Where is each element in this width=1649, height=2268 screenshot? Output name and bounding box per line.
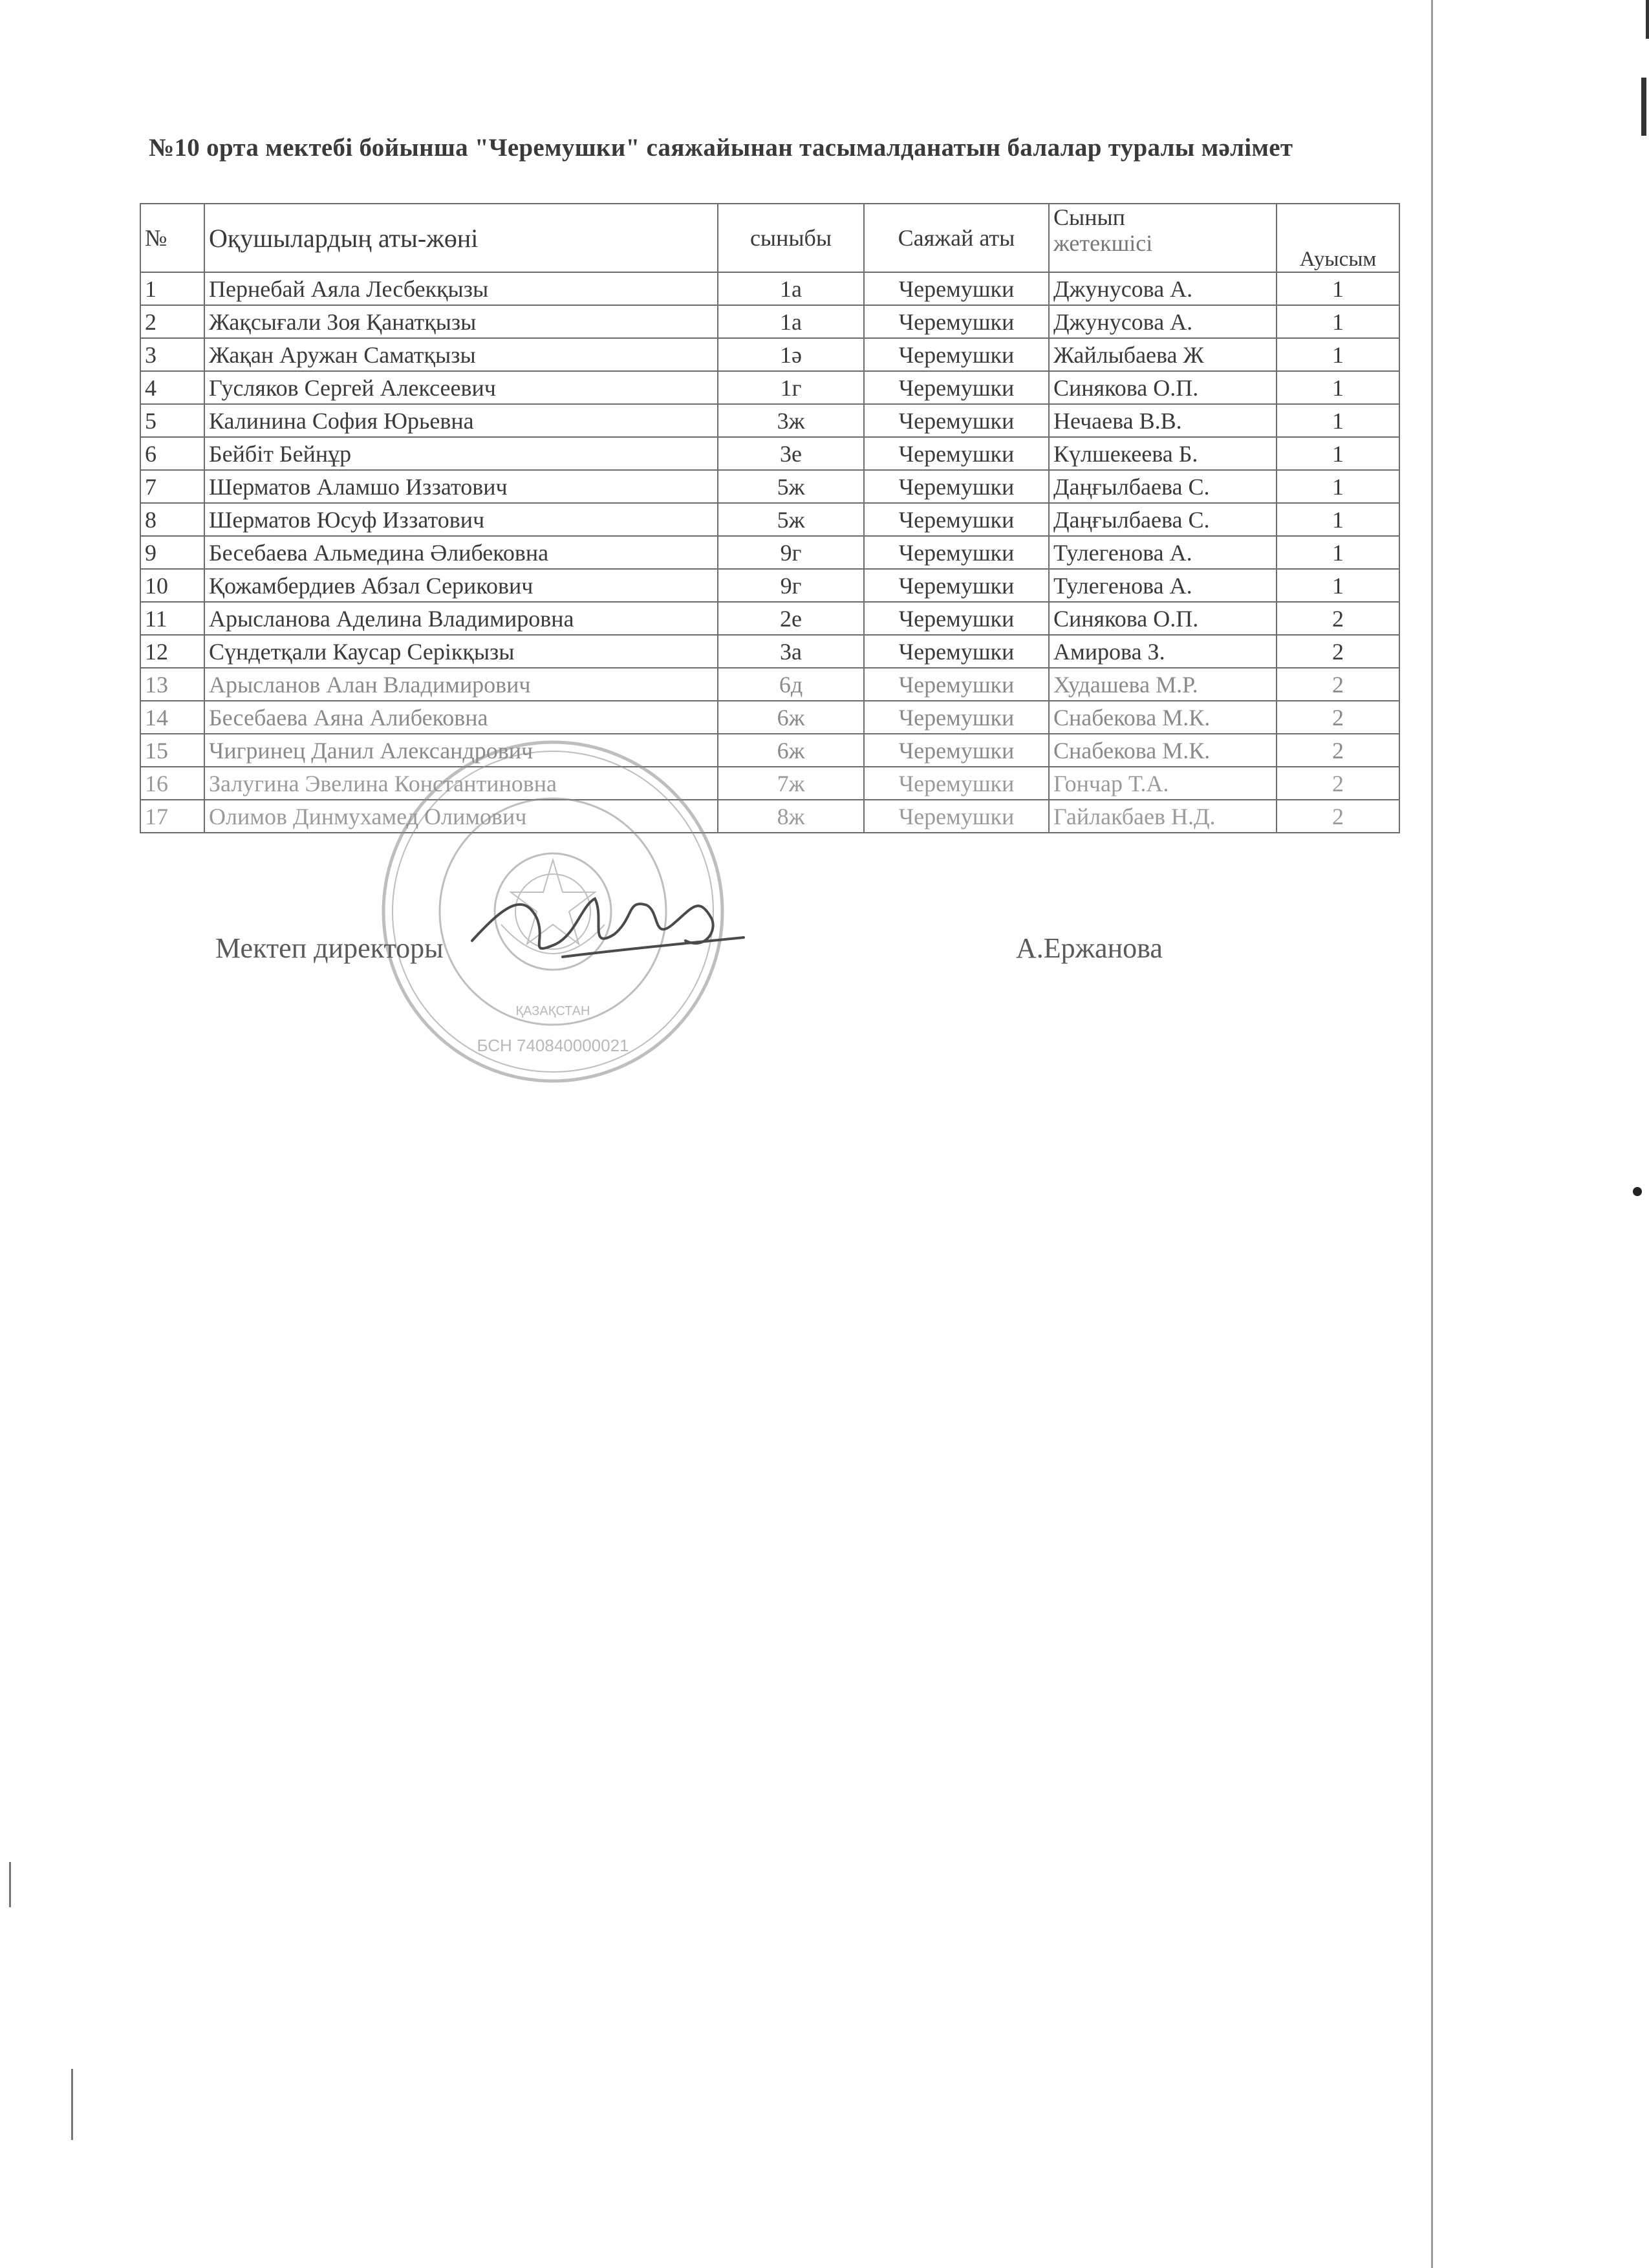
table-row <box>140 371 1399 404</box>
cell-teacher: Гайлакбаев Н.Д. <box>1049 800 1277 833</box>
table-row <box>140 338 1399 371</box>
cell-teacher: Тулегенова А. <box>1049 569 1277 602</box>
cell-class: 6ж <box>718 734 864 767</box>
table-row <box>140 800 1399 833</box>
cell-num: 16 <box>140 767 204 800</box>
cell-shift: 1 <box>1277 305 1399 338</box>
cell-shift: 2 <box>1277 701 1399 734</box>
scan-edge-mark <box>1641 78 1646 136</box>
director-signature <box>466 879 750 976</box>
cell-teacher: Худашева М.Р. <box>1049 668 1277 701</box>
cell-class: 7ж <box>718 767 864 800</box>
table-row <box>140 701 1399 734</box>
table-row <box>140 767 1399 800</box>
stamp-country-text: ҚАЗАҚСТАН <box>515 1004 590 1018</box>
cell-num: 4 <box>140 371 204 404</box>
cell-name: Бесебаева Аяна Алибековна <box>204 701 718 734</box>
cell-teacher: Снабекова М.К. <box>1049 734 1277 767</box>
cell-shift: 1 <box>1277 503 1399 536</box>
cell-class: 3ж <box>718 404 864 437</box>
scan-speck <box>1633 1187 1642 1196</box>
cell-name: Бесебаева Альмедина Әлибековна <box>204 536 718 569</box>
cell-shift: 1 <box>1277 536 1399 569</box>
cell-shift: 2 <box>1277 635 1399 668</box>
cell-dacha: Черемушки <box>864 668 1049 701</box>
cell-num: 15 <box>140 734 204 767</box>
header-name: Оқушылардың аты-жөні <box>204 204 718 272</box>
cell-teacher: Даңғылбаева С. <box>1049 503 1277 536</box>
header-teacher <box>1049 204 1277 272</box>
cell-name: Чигринец Данил Александрович <box>204 734 718 767</box>
cell-name: Залугина Эвелина Константиновна <box>204 767 718 800</box>
cell-shift: 2 <box>1277 800 1399 833</box>
cell-dacha: Черемушки <box>864 734 1049 767</box>
document-title: №10 орта мектебі бойынша "Черемушки" саяжайынан тасымалданатын балалар туралы мәлімет <box>149 134 1293 162</box>
table-body <box>140 272 1399 833</box>
footer-role: Мектеп директоры <box>215 932 444 964</box>
table-row <box>140 470 1399 503</box>
table-row <box>140 404 1399 437</box>
cell-teacher: Жайлыбаева Ж <box>1049 338 1277 371</box>
cell-teacher: Снабекова М.К. <box>1049 701 1277 734</box>
scan-edge-line <box>1431 0 1433 2268</box>
header-teacher-line1: Сынып <box>1053 204 1125 230</box>
cell-shift: 2 <box>1277 602 1399 635</box>
cell-class: 8ж <box>718 800 864 833</box>
table-row <box>140 569 1399 602</box>
cell-name: Калинина София Юрьевна <box>204 404 718 437</box>
cell-dacha: Черемушки <box>864 800 1049 833</box>
cell-name: Пернебай Аяла Лесбекқызы <box>204 272 718 305</box>
cell-dacha: Черемушки <box>864 701 1049 734</box>
cell-shift: 1 <box>1277 470 1399 503</box>
cell-teacher: Джунусова А. <box>1049 272 1277 305</box>
table-row <box>140 734 1399 767</box>
cell-num: 5 <box>140 404 204 437</box>
cell-num: 11 <box>140 602 204 635</box>
cell-dacha: Черемушки <box>864 371 1049 404</box>
cell-dacha: Черемушки <box>864 503 1049 536</box>
cell-shift: 2 <box>1277 734 1399 767</box>
table-row <box>140 503 1399 536</box>
cell-teacher: Амирова З. <box>1049 635 1277 668</box>
cell-class: 1ә <box>718 338 864 371</box>
cell-dacha: Черемушки <box>864 404 1049 437</box>
cell-num: 10 <box>140 569 204 602</box>
cell-num: 2 <box>140 305 204 338</box>
cell-num: 1 <box>140 272 204 305</box>
cell-shift: 1 <box>1277 338 1399 371</box>
cell-name: Гусляков Сергей Алексеевич <box>204 371 718 404</box>
cell-dacha: Черемушки <box>864 305 1049 338</box>
cell-class: 9г <box>718 536 864 569</box>
header-shift: Ауысым <box>1277 204 1399 272</box>
cell-dacha: Черемушки <box>864 338 1049 371</box>
cell-name: Олимов Динмухамед Олимович <box>204 800 718 833</box>
cell-num: 13 <box>140 668 204 701</box>
table-row <box>140 635 1399 668</box>
cell-class: 9г <box>718 569 864 602</box>
cell-shift: 1 <box>1277 371 1399 404</box>
cell-num: 6 <box>140 437 204 470</box>
cell-dacha: Черемушки <box>864 569 1049 602</box>
footer-director-name: А.Ержанова <box>1016 932 1163 964</box>
table-row <box>140 536 1399 569</box>
header-class: сыныбы <box>718 204 864 272</box>
cell-teacher: Даңғылбаева С. <box>1049 470 1277 503</box>
cell-shift: 1 <box>1277 272 1399 305</box>
cell-teacher: Тулегенова А. <box>1049 536 1277 569</box>
cell-class: 3а <box>718 635 864 668</box>
cell-shift: 1 <box>1277 437 1399 470</box>
cell-class: 1г <box>718 371 864 404</box>
table-row <box>140 272 1399 305</box>
cell-dacha: Черемушки <box>864 767 1049 800</box>
cell-shift: 1 <box>1277 569 1399 602</box>
cell-dacha: Черемушки <box>864 437 1049 470</box>
cell-class: 3е <box>718 437 864 470</box>
cell-name: Қожамбердиев Абзал Серикович <box>204 569 718 602</box>
cell-class: 5ж <box>718 503 864 536</box>
cell-dacha: Черемушки <box>864 602 1049 635</box>
header-teacher-line2: жетекшісі <box>1053 230 1153 256</box>
cell-shift: 1 <box>1277 404 1399 437</box>
cell-num: 9 <box>140 536 204 569</box>
cell-dacha: Черемушки <box>864 635 1049 668</box>
cell-dacha: Черемушки <box>864 272 1049 305</box>
cell-class: 6д <box>718 668 864 701</box>
cell-dacha: Черемушки <box>864 536 1049 569</box>
table-header-row <box>140 204 1399 272</box>
cell-class: 1а <box>718 305 864 338</box>
cell-teacher: Нечаева В.В. <box>1049 404 1277 437</box>
cell-num: 12 <box>140 635 204 668</box>
cell-shift: 2 <box>1277 767 1399 800</box>
cell-num: 14 <box>140 701 204 734</box>
cell-name: Бейбіт Бейнұр <box>204 437 718 470</box>
scan-edge-mark <box>9 1862 11 1907</box>
cell-num: 8 <box>140 503 204 536</box>
cell-teacher: Джунусова А. <box>1049 305 1277 338</box>
cell-teacher: Гончар Т.А. <box>1049 767 1277 800</box>
cell-teacher: Синякова О.П. <box>1049 371 1277 404</box>
scan-edge-mark <box>71 2069 73 2140</box>
cell-name: Сүндетқали Каусар Серікқызы <box>204 635 718 668</box>
cell-name: Арысланова Аделина Владимировна <box>204 602 718 635</box>
cell-shift: 2 <box>1277 668 1399 701</box>
cell-teacher: Күлшекеева Б. <box>1049 437 1277 470</box>
cell-name: Арысланов Алан Владимирович <box>204 668 718 701</box>
students-table <box>140 203 1400 833</box>
header-num: № <box>140 204 204 272</box>
cell-class: 5ж <box>718 470 864 503</box>
cell-name: Жақсығали Зоя Қанатқызы <box>204 305 718 338</box>
cell-class: 2е <box>718 602 864 635</box>
cell-num: 7 <box>140 470 204 503</box>
table-row <box>140 305 1399 338</box>
table-row <box>140 602 1399 635</box>
cell-class: 1а <box>718 272 864 305</box>
cell-num: 3 <box>140 338 204 371</box>
cell-teacher: Синякова О.П. <box>1049 602 1277 635</box>
table-row <box>140 668 1399 701</box>
header-dacha: Саяжай аты <box>864 204 1049 272</box>
cell-class: 6ж <box>718 701 864 734</box>
cell-num: 17 <box>140 800 204 833</box>
cell-name: Шерматов Аламшо Иззатович <box>204 470 718 503</box>
table-row <box>140 437 1399 470</box>
stamp-bin-text: БСН 740840000021 <box>477 1036 629 1055</box>
cell-dacha: Черемушки <box>864 470 1049 503</box>
cell-name: Жақан Аружан Саматқызы <box>204 338 718 371</box>
cell-name: Шерматов Юсуф Иззатович <box>204 503 718 536</box>
scan-edge-mark <box>1646 0 1649 39</box>
